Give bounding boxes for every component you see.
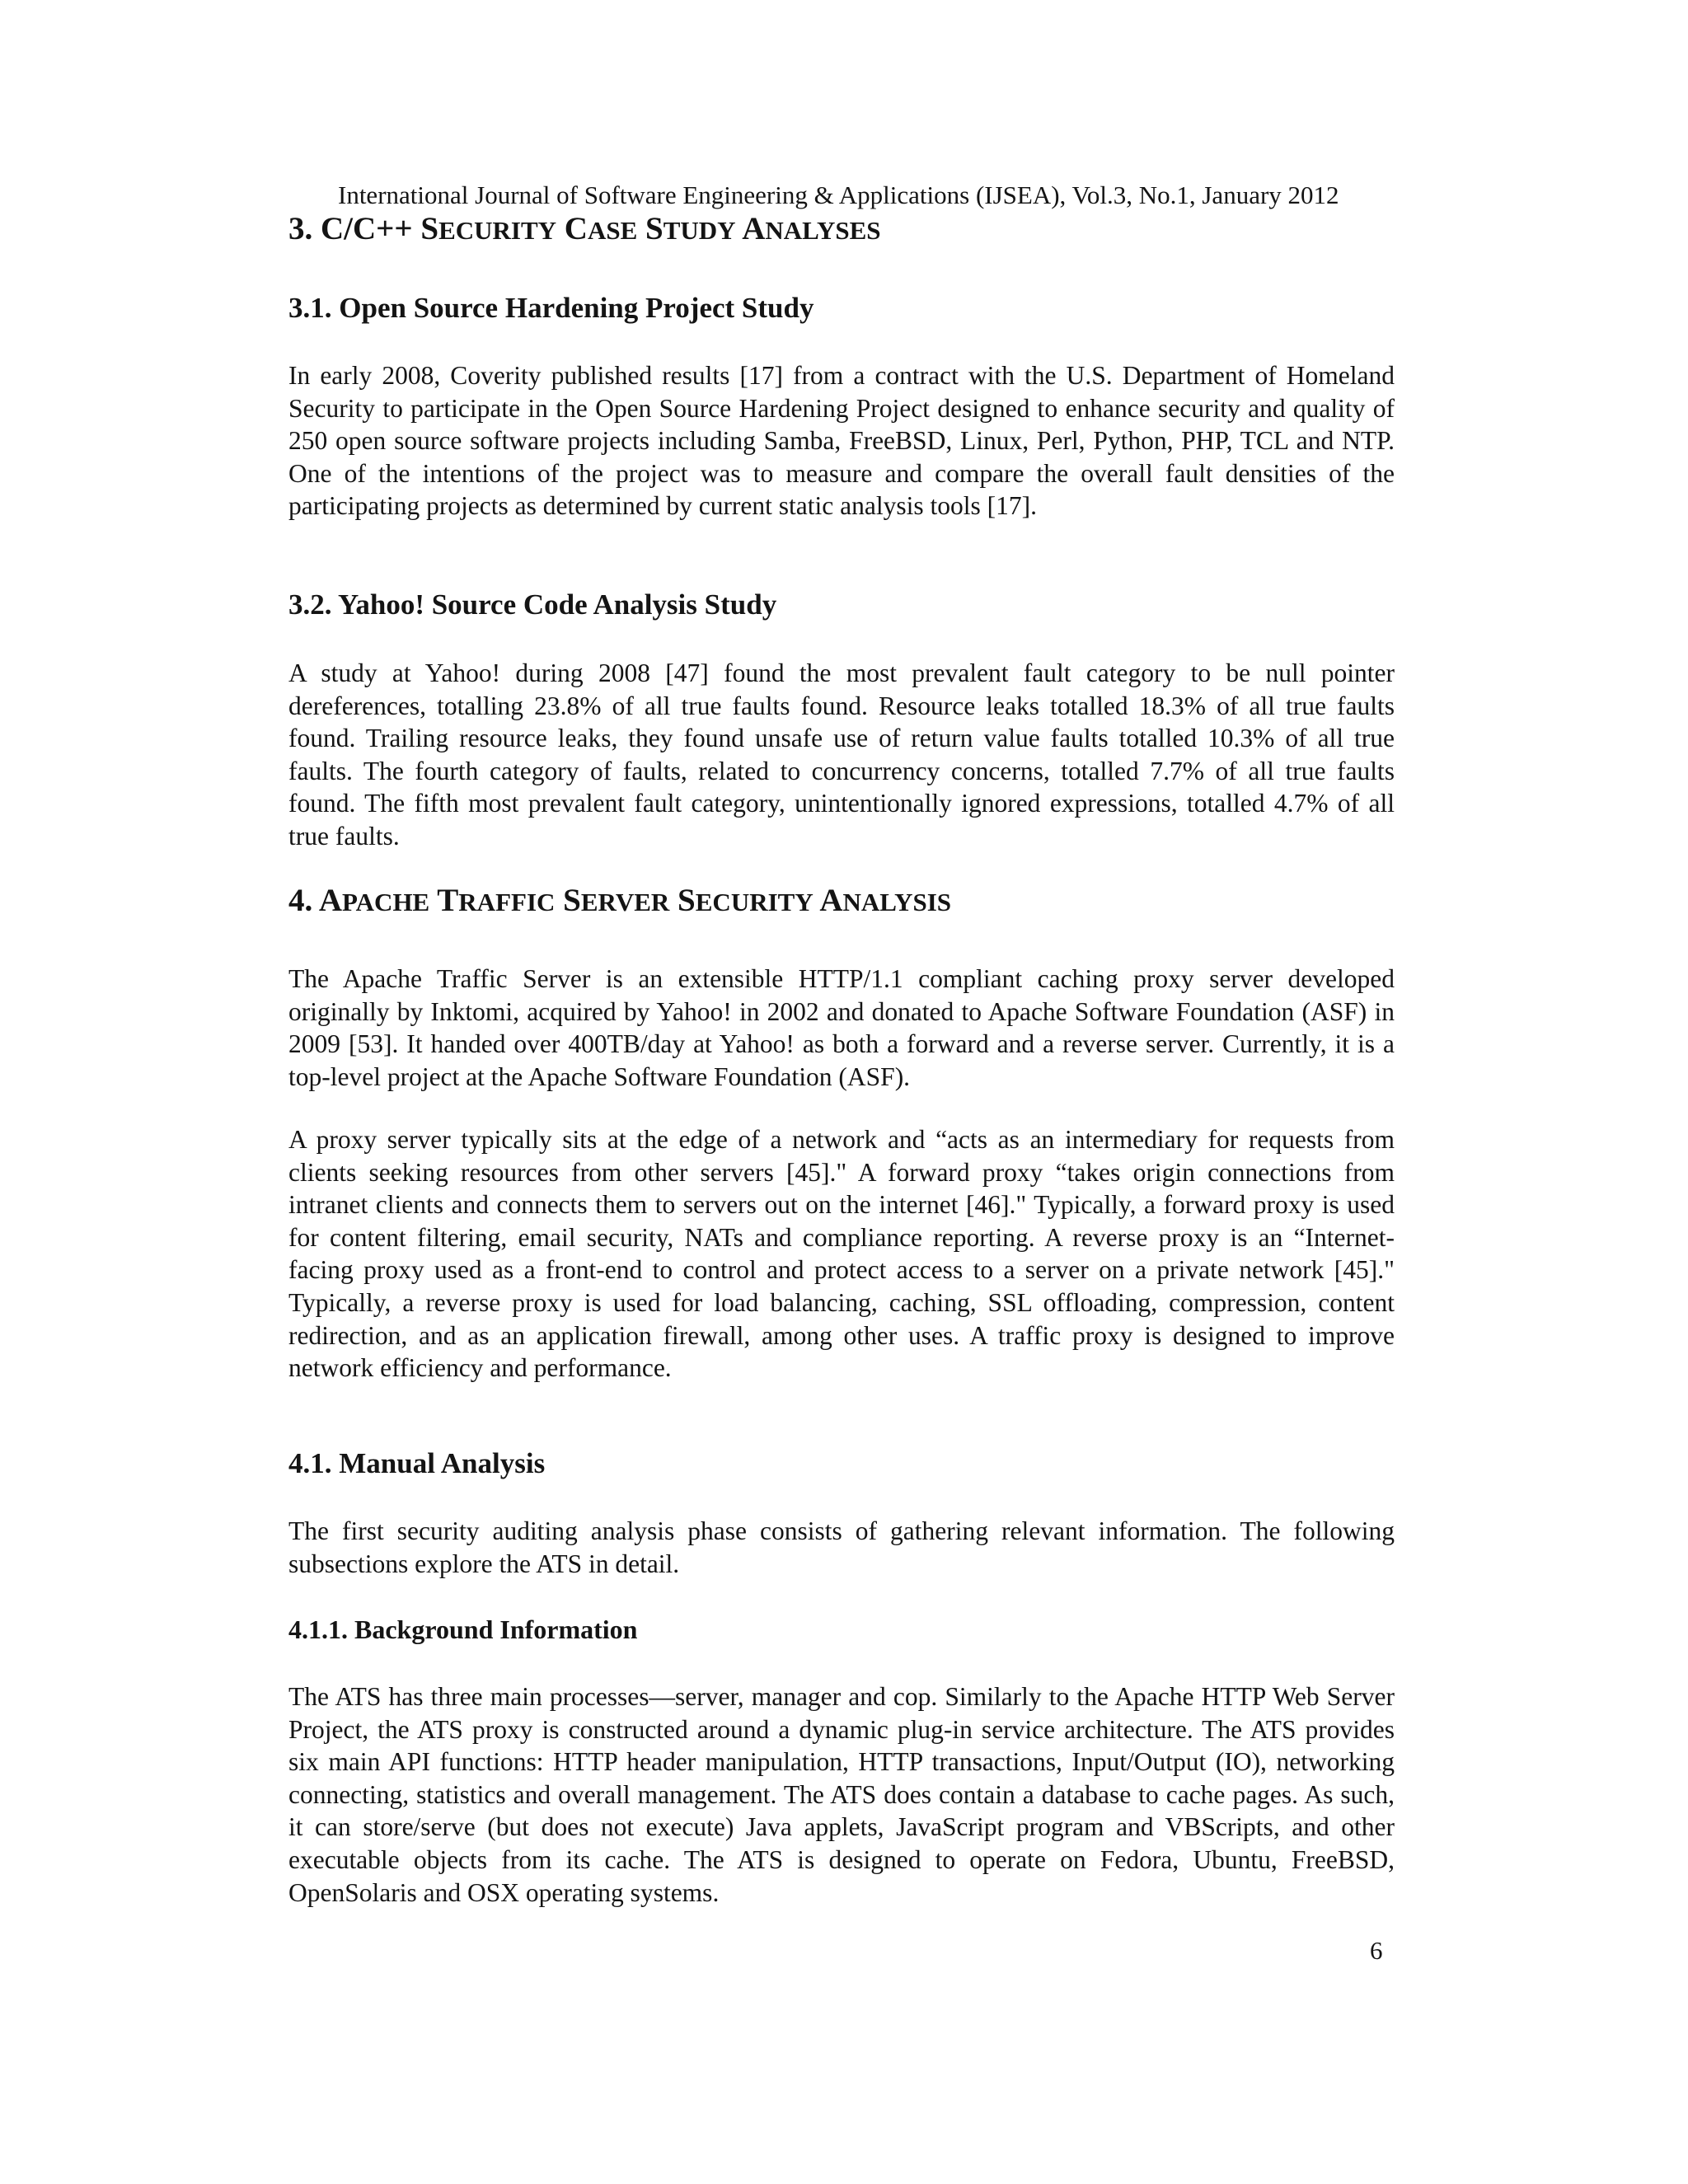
section-3-2-paragraph: A study at Yahoo! during 2008 [47] found the most prevalent fault category to be null pointer dereferences, totalling 23.8% of all true faults found. Resource leaks totalled 18.3% of all true faults found. Trailing resource leaks, they found unsafe use of return value faults totalled 10.3% of all true faults. The fourth category of faults, related to concurrency concerns, totalled 7.7% of all true faults found. The fifth most prevalent fault category, unintentionally ignored expressions, totalled 4.7% of all true faults. [288, 658, 1395, 851]
heading-smallcaps: ECURITY [695, 888, 814, 916]
heading-smallcaps: ASE [587, 216, 638, 245]
section-3-1-paragraph: In early 2008, Coverity published results [17] from a contract with the U.S. Department of Homeland Security to participate in the Open Source Hardening Project designed to enhance security and quality of 250 open source software projects including Samba, FreeBSD, Linux, Perl, Python, PHP, TCL and NTP. One of the intentions of the project was to measure and compare the overall fault densities of the participating projects as determined by current static analysis tools [17]. [288, 361, 1395, 521]
heading-initial: A [742, 211, 766, 246]
heading-initial: S [563, 883, 581, 918]
section-4-1-heading: 4.1. Manual Analysis [288, 1447, 546, 1479]
heading-initial: A [318, 883, 343, 918]
section-4-paragraph-2: A proxy server typically sits at the edge of a network and “acts as an intermediary for requests from clients seeking resources from other servers [45]." A forward proxy “takes origin connections from intranet clients and connects them to servers out on the internet [46]." Typically, a forward proxy is used for content filtering, email security, NATs and compliance reporting. A reverse proxy is an “Internet-facing proxy used as a front-end to control and protect access to a server on a private network [45]." Typically, a reverse proxy is used for load balancing, caching, SSL offloading, compression, content redirection, and as an application firewall, among other uses. A traffic proxy is designed to improve network efficiency and performance. [288, 1125, 1395, 1383]
section-4-heading [288, 881, 1395, 922]
heading-smallcaps: NALYSES [765, 216, 881, 245]
heading-smallcaps: RAFFIC [458, 888, 556, 916]
page-number: 6 [1370, 1936, 1383, 1965]
running-header: International Journal of Software Engineering & Applications (IJSEA), Vol.3, No.1, January 2012 [338, 180, 1339, 209]
section-3-1-heading: 3.1. Open Source Hardening Project Study [288, 292, 814, 324]
heading-initial: T [437, 883, 459, 918]
heading-smallcaps: ERVER [580, 888, 670, 916]
section-3-heading [288, 209, 1395, 251]
section-4-1-1-heading: 4.1.1. Background Information [288, 1615, 638, 1644]
heading-smallcaps: PACHE [342, 888, 430, 916]
section-3-2-heading: 3.2. Yahoo! Source Code Analysis Study [288, 588, 777, 621]
section-4-paragraph-1: The Apache Traffic Server is an extensible HTTP/1.1 compliant caching proxy server developed originally by Inktomi, acquired by Yahoo! in 2002 and donated to Apache Software Foundation (ASF) in 2009 [53]. It handed over 400TB/day at Yahoo! as both a forward and a reverse server. Currently, it is a top-level project at the Apache Software Foundation (ASF). [288, 964, 1395, 1091]
heading-initial: A [819, 883, 843, 918]
heading-smallcaps: TUDY [663, 216, 736, 245]
heading-initial: C [564, 211, 588, 246]
section-4-1-1-paragraph: The ATS has three main processes—server, manager and cop. Similarly to the Apache HTTP Web Server Project, the ATS proxy is constructed around a dynamic plug-in service architecture. The ATS provides six main API functions: HTTP header manipulation, HTTP transactions, Input/Output (IO), networking connecting, statistics and overall management. The ATS does contain a database to cache pages. As such, it can store/serve (but does not execute) Java applets, JavaScript program and VBScripts, and other executable objects from its cache. The ATS is designed to operate on Fedora, Ubuntu, FreeBSD, OpenSolaris and OSX operating systems. [288, 1682, 1395, 1907]
section-number: 3. C/C++ [288, 211, 421, 246]
heading-initial: S [678, 883, 696, 918]
section-number: 4. [288, 883, 319, 918]
section-4-1-paragraph: The first security auditing analysis phase consists of gathering relevant information. The following subsections explore the ATS in detail. [288, 1516, 1395, 1578]
heading-smallcaps: ECURITY [438, 216, 557, 245]
heading-smallcaps: NALYSIS [842, 888, 952, 916]
heading-initial: S [645, 211, 663, 246]
heading-initial: S [420, 211, 439, 246]
